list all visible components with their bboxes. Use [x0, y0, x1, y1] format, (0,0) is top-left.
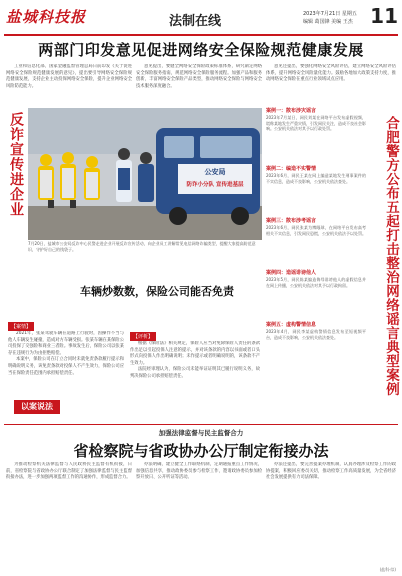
sidebar-title: 合肥警方公布五起打击整治网络谣言典型案例	[383, 116, 399, 396]
issue-editors: 编辑 葛国锋 美编 王杰	[303, 19, 353, 25]
case-item	[266, 270, 366, 288]
issue-date: 2023年7月21日 星期五	[303, 11, 357, 17]
news-photo	[28, 108, 262, 240]
case-item	[266, 108, 366, 132]
case-text: 2023年6月，网民王某在网上编造某地发生刑事案件的不实信息，造成不良影响，公安机关依法查处。	[266, 173, 366, 184]
case-text: 2023年4月，网民李某虚构警情信息发布至短视频平台，造成不良影响，公安机关依法查处。	[266, 329, 366, 340]
main-headline: 两部门印发意见促进网络安全保险规范健康发展	[38, 41, 364, 59]
case-item	[266, 322, 366, 340]
lead-paragraph: 工业和信息化部、国家金融监督管理总局日前印发《关于促进网络安全保险规范健康发展的意见》，提出要引导网络安全保险规范健康发展，支持企业主动投保网络安全保险，提升企业网络安全风险防范能力。	[6, 64, 132, 89]
case-label: 【案情】	[8, 322, 34, 331]
bottom-paragraph: 办法还提出，要完善提案办理机制，认真办理涉及检察工作的政协提案，积极回应委员关切，推动检察工作高质量发展，为全省经济社会发展提供有力司法保障。	[266, 462, 396, 481]
source-note: (盐科·综)	[379, 567, 396, 572]
van-sign: 公安局	[204, 168, 226, 176]
lead-paragraph: 意见还提出，要强化网络安全风险评估，建立网络安全风险评估体系，提升网络安全风险量化能力。鼓励各地加大政策支持力度，推动网络安全保险在重点行业领域试点应用。	[266, 64, 396, 83]
bottom-paragraph: 办法明确，建立健全工作联络机制，定期通报重点工作情况，加强信息共享，推动政协委员参与检察工作，邀请政协委员参加检察开放日、公开听证等活动。	[136, 462, 262, 481]
case-title: 案例一：散布涉灾谣言	[266, 108, 317, 114]
bottom-column-2	[136, 462, 262, 566]
lead-column-2	[136, 64, 262, 106]
page-number: 11	[370, 4, 398, 28]
issue-info	[303, 10, 357, 26]
column-stamp: 以案说法	[14, 400, 60, 414]
case-text: 2023年6月，网民张某为博眼球，在网络平台发布高考相关不实信息，引发网民恐慌，公安机关依法予以处罚。	[266, 225, 366, 236]
case-paragraph: 2021年，张某驾驶车辆在道路上行驶时，因操作不当与他人车辆发生碰撞，造成对方车辆受损。张某车辆在某保险公司投保了交强险和商业三者险。事故发生后，保险公司以张某存在违规行为为由拒绝赔偿。	[8, 331, 124, 356]
lead-paragraph: 意见提出，要健全网络安全保险政策标准体系，研究制定网络安全保险服务指南，规范网络安全保险服务流程。加强产品和服务创新，丰富网络安全保险产品类型，推动网络安全保险与网络安全技术服务深度融合。	[136, 64, 262, 89]
analysis-paragraph: 根据《保险法》相关规定，保险人应当对免除保险人责任的条款作出足以引起投保人注意的提示，并对该条款的内容以书面或者口头形式向投保人作出明确说明；未作提示或者明确说明的，该条款不产生效力。	[130, 341, 260, 366]
bottom-kicker: 加强法律监督与民主监督合力	[158, 429, 244, 437]
bottom-column-3	[266, 462, 396, 562]
analysis-paragraph: 法院经审理认为，保险公司未能举证证明其已履行说明义务，故判决保险公司承担赔偿责任。	[130, 367, 260, 379]
section-rule	[4, 424, 398, 425]
photo-caption: 7月20日，盐城市公安局反诈中心民警走进企业开展反诈宣传活动，向企业员工讲解常见电信网络诈骗类型，提醒大家提高防范意识，守护好自己的钱袋子。	[28, 241, 256, 252]
lead-column-3	[266, 64, 396, 106]
case-text: 2023年5月，网民陈某编造侮辱诽谤他人的虚假信息并在网上传播，公安机关依法对其予以行政拘留。	[266, 277, 366, 288]
case-item	[266, 166, 366, 184]
bottom-headline: 省检察院与省政协办公厅制定衔接办法	[73, 442, 329, 460]
case-title: 案例三：散布涉考谣言	[266, 218, 317, 224]
case-column-2	[130, 341, 260, 421]
case-title: 案例二：编造不实警情	[266, 166, 317, 172]
case-paragraph: 本案中，保险公司在订立合同时未就免责条款履行提示和明确说明义务，该免责条款对投保人不产生效力，保险公司应当在保险责任范围内承担赔偿责任。	[8, 357, 124, 376]
lead-column-1	[6, 64, 132, 106]
case-study-headline: 车辆炒数数，保险公司能否免责	[80, 285, 234, 298]
newspaper-logo: 盐城科技报	[6, 8, 87, 26]
masthead-rule	[4, 34, 398, 36]
van-banner: 防诈小分队 宣传进基层	[186, 182, 244, 188]
analysis-label: 【评析】	[130, 332, 156, 341]
case-title: 案例五：虚构警情信息	[266, 322, 317, 328]
case-item	[266, 218, 366, 236]
photo-illustration	[28, 108, 262, 240]
masthead	[4, 4, 398, 34]
case-title: 案例四：造谣诽谤他人	[266, 270, 317, 276]
case-column-1	[8, 331, 124, 397]
rumor-cases-sidebar	[264, 108, 398, 395]
photo-story-title: 反诈宣传进企业	[8, 112, 24, 217]
bottom-column-1	[6, 462, 132, 566]
bottom-paragraph: 为推动检察机关法律监督与人民政协民主监督有机衔接，日前，省检察院与省政协办公厅联合制定了加强法律监督与民主监督衔接办法，进一步加强两项监督工作的沟通协作，形成监督合力。	[6, 462, 132, 481]
case-text: 2023年7月某日，网民刘某在网络平台发布虚假视频，谎称某地发生严重灾情，引发网民关注，造成不良社会影响。公安机关依法对其予以行政处罚。	[266, 115, 366, 131]
section-name: 法制在线	[169, 14, 222, 29]
